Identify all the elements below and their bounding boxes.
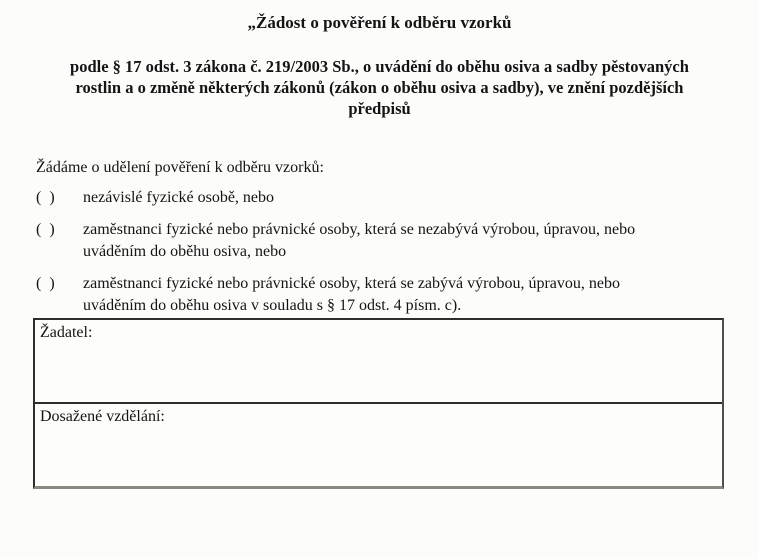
option-label (83, 273, 723, 317)
subtitle-line: rostlin a o změně některých zákonů (zákon o oběhu osiva a sadby), ve znění pozdějších (75, 78, 684, 97)
request-section (36, 157, 723, 317)
option-row-employee-producing (36, 273, 723, 317)
option-line: zaměstnanci fyzické nebo právnické osoby, která se nezabývá výrobou, úpravou, nebo (83, 221, 636, 238)
field-label-zadatel: Žadatel: (40, 324, 93, 341)
option-line: nezávislé fyzické osobě, nebo (83, 189, 275, 206)
option-label (83, 219, 723, 263)
checkbox-mark[interactable]: ( ) (36, 189, 55, 206)
document-title: „Žádost o pověření k odběru vzorků (247, 13, 512, 32)
option-line: zaměstnanci fyzické nebo právnické osoby, která se zabývá výrobou, úpravou, nebo (83, 275, 620, 292)
option-row-independent-person (36, 187, 723, 209)
field-zadatel[interactable] (35, 320, 722, 402)
option-line: uváděním do oběhu osiva, nebo (83, 243, 287, 260)
form-table (33, 318, 724, 489)
field-label-dosazene-vzdelani: Dosažené vzdělání: (40, 408, 165, 425)
subtitle-line: předpisů (348, 99, 411, 118)
checkbox-mark[interactable]: ( ) (36, 221, 55, 238)
option-line: uváděním do oběhu osiva v souladu s § 17 odst. 4 písm. c). (83, 297, 462, 314)
document-subtitle (25, 56, 735, 119)
request-intro: Žádáme o udělení pověření k odběru vzorků: (36, 159, 324, 176)
option-label (83, 187, 723, 209)
subtitle-line: podle § 17 odst. 3 zákona č. 219/2003 Sb., o uvádění do oběhu osiva a sadby pěstovaných (70, 57, 689, 76)
field-dosazene-vzdelani[interactable] (35, 402, 722, 486)
checkbox-mark[interactable]: ( ) (36, 275, 55, 292)
option-row-employee-not-producing (36, 219, 723, 263)
